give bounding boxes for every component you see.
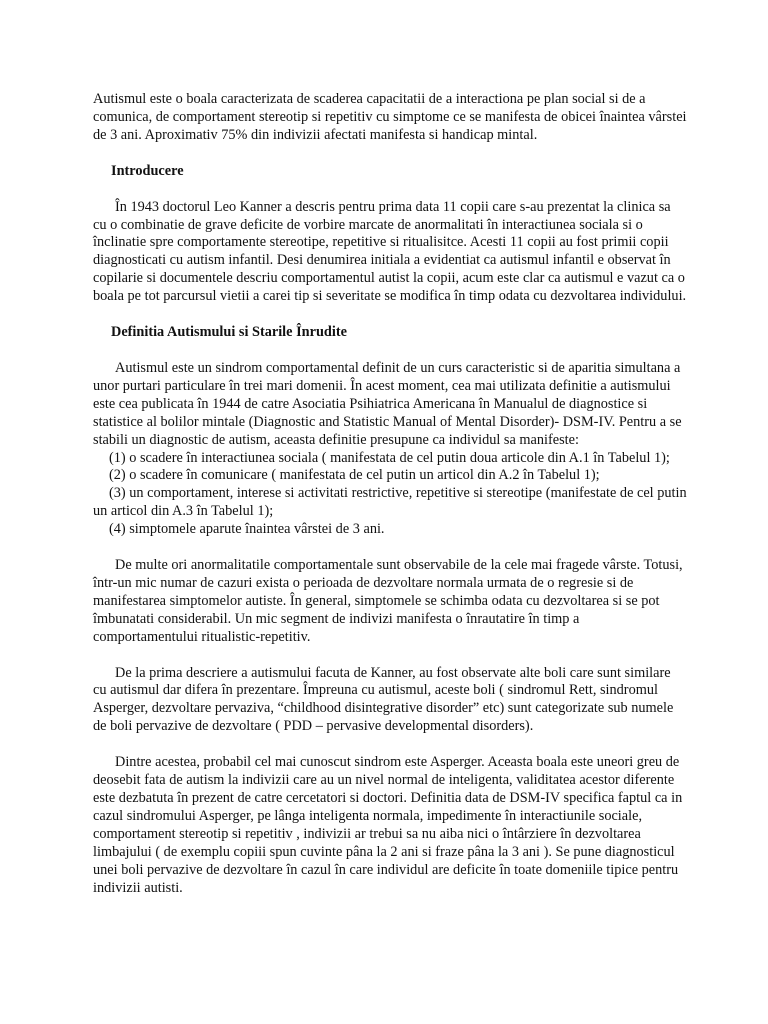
pdd-paragraph: De la prima descriere a autismului facuta de Kanner, au fost observate alte boli care sunt similare cu autismul dar difera în prezentare. Împreuna cu autismul, aceste boli ( sindromul Rett, sindromul Asperger, dezvoltare pervaziva, “childhood disintegrative disorder” etc) sunt categorizate sub numele de boli pervazive de dezvoltare ( PDD – pervasive developmental disorders).: [93, 664, 674, 735]
section-heading-definitia: Definitia Autismului si Starile Înrudite: [111, 324, 347, 341]
criterion-3: (3) un comportament, interese si activitati restrictive, repetitive si stereotipe (manifestate de cel putin un articol din A.3 în Tabelul 1);: [93, 485, 687, 520]
criterion-2: (2) o scadere în comunicare ( manifestata de cel putin un articol din A.2 în Tabelul 1);: [109, 467, 600, 484]
definition-paragraph: Autismul este un sindrom comportamental definit de un curs caracteristic si de aparitia simultana a unor purtari particulare în trei mari domenii. În acest moment, cea mai utilizata definitie a autismului este cea publicata în 1944 de catre Asociatia Psihiatrica Americana în Manualul de diagnostice si statistice al bolilor mintale (Diagnostic and Statistic Manual of Mental Disorder)- DSM-IV. Pentru a se stabili un diagnostic de autism, aceasta definitie presupune ca individul sa manifeste:: [93, 359, 682, 448]
regression-paragraph: De multe ori anormalitatile comportamentale sunt observabile de la cele mai fragede vârste. Totusi, într-un mic numar de cazuri exista o perioada de dezvoltare normala urmata de o regresie si de manifestarea simptomelor autiste. În general, simptomele se schimba odata cu dezvoltarea si se pot îmbunatati considerabil. Un mic segment de indivizi manifesta o înrautatire în timp a comportamentului ritualistic-repetitiv.: [93, 557, 683, 645]
section-heading-introducere: Introducere: [111, 162, 184, 179]
asperger-paragraph: Dintre acestea, probabil cel mai cunoscut sindrom este Asperger. Aceasta boala este uneori greu de deosebit fata de autism la indivizii care au un nivel normal de inteligenta, validitatea acestor diferente este dezbatuta în prezent de catre cercetatori si doctori. Definitia data de DSM-IV specifica faptul ca in cazul sindromului Asperger, pe lânga inteligenta normala, impedimente în interactiunile sociale, comportament stereotip si repetitiv , indivizii ar trebui sa nu aiba nici o întârziere în dezvoltarea limbajului ( de exemplu copiii spun cuvinte pâna la 2 ani si fraze pâna la 3 ani ). Se pune diagnosticul unei boli pervazive de dezvoltare în cazul în care individul are deficite în toate domeniile tipice pentru indivizii autisti.: [93, 754, 683, 896]
kanner-paragraph: În 1943 doctorul Leo Kanner a descris pentru prima data 11 copii care s-au prezentat la clinica sa cu o combinatie de grave deficite de vorbire marcate de anormalitati în interactiunea sociala si o înclinatie spre comportamente stereotipe, repetitive si ritualisitce. Acesti 11 copii au fost primii copii diagnosticati cu autism infantil. Desi denumirea initiala a evidentiat ca autismul infantil e observat în copilarie si documentele descriu comportamentul autist la copii, acum este clar ca autismul e vazut ca o boala pe tot parcursul vietii a carei tip si severitate se modifica în timp odata cu dezvoltarea individului.: [93, 198, 687, 305]
criterion-4: (4) simptomele aparute înaintea vârstei de 3 ani.: [109, 521, 385, 538]
document-body: [93, 91, 687, 897]
intro-paragraph: Autismul este o boala caracterizata de scaderea capacitatii de a interactiona pe plan social si de a comunica, de comportament stereotip si repetitiv cu simptome ce se manifesta de obicei înaintea vârstei de 3 ani. Aproximativ 75% din indivizii afectati manifesta si handicap mintal.: [93, 91, 687, 143]
criterion-1: (1) o scadere în interactiunea sociala ( manifestata de cel putin doua articole din A.1 în Tabelul 1);: [109, 449, 670, 466]
